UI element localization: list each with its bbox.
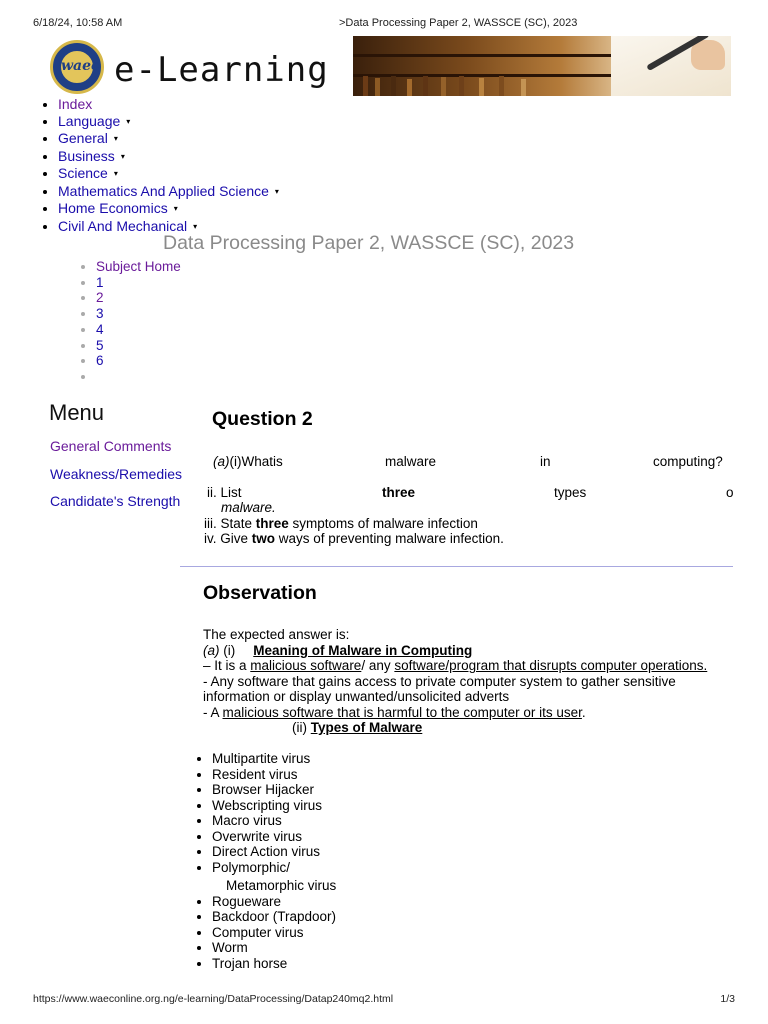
- question-word: o: [726, 485, 734, 500]
- waec-logo[interactable]: [50, 40, 104, 94]
- section-divider: [180, 566, 733, 567]
- question-text: symptoms of malware infection: [288, 516, 478, 531]
- subnav-item-5[interactable]: [96, 338, 181, 354]
- subnav-link[interactable]: 1: [96, 274, 104, 290]
- observation-text: – It is a: [203, 658, 251, 673]
- observation-a-label: (a): [203, 643, 220, 658]
- question-ii: ii. List: [207, 485, 242, 500]
- question-text: (i)Whatis: [229, 454, 283, 469]
- nav-link[interactable]: Home Economics: [58, 200, 168, 216]
- question-word: malware: [385, 454, 437, 469]
- question-heading: Question 2: [212, 408, 313, 430]
- print-datetime: 6/18/24, 10:58 AM: [33, 17, 123, 29]
- menu-link-general-comments[interactable]: General Comments: [50, 438, 172, 454]
- observation-line-2: - Any software that gains access to private computer system to gather sensitive: [203, 674, 676, 689]
- nav-link[interactable]: Civil And Mechanical: [58, 217, 188, 234]
- subnav-item-4[interactable]: [96, 322, 181, 338]
- observation-text: .: [581, 705, 586, 720]
- observation-line-3: information or display unwanted/unsolicited adverts: [203, 689, 510, 704]
- subnav-item-subject-home[interactable]: [96, 259, 181, 275]
- caret-down-icon[interactable]: ▾: [173, 204, 178, 213]
- menu-link-candidates-strength[interactable]: Candidate's Strength: [50, 493, 181, 509]
- list-item: • Macro virus: [212, 813, 336, 829]
- subnav-link[interactable]: 2: [96, 290, 104, 306]
- observation-a-meaning: [203, 643, 472, 658]
- observation-line-1: [203, 658, 707, 673]
- list-item: • Multipartite virus: [212, 751, 336, 767]
- question-ii-bold: three: [382, 485, 416, 500]
- print-url: https://www.waeconline.org.ng/e-learning/DataProcessing/Datap240mq2.html: [33, 993, 394, 1005]
- subnav-link[interactable]: Subject Home: [96, 259, 181, 274]
- nav-item-language[interactable]: [58, 113, 279, 131]
- question-bold: two: [251, 531, 276, 546]
- question-ii-continued: malware.: [221, 500, 276, 515]
- nav-link[interactable]: Mathematics And Applied Science: [58, 182, 269, 199]
- observation-line-4: [203, 705, 586, 720]
- question-word: in: [540, 454, 551, 469]
- menu-link-weakness-remedies[interactable]: Weakness/Remedies: [50, 466, 183, 482]
- question-text: iii. State: [204, 516, 256, 531]
- nav-item-index[interactable]: [58, 96, 279, 113]
- list-item: • Resident virus: [212, 767, 336, 783]
- caret-down-icon[interactable]: ▾: [193, 221, 198, 231]
- observation-underlined: malicious software that is harmful to the computer or its user: [222, 705, 582, 720]
- list-item: Metamorphic virus: [226, 878, 337, 893]
- caret-down-icon[interactable]: ▾: [274, 186, 279, 196]
- list-item: • Trojan horse: [212, 956, 336, 972]
- brand-title: e-Learning: [114, 50, 329, 90]
- question-word: types: [554, 485, 587, 500]
- list-item: • Webscripting virus: [212, 798, 336, 814]
- print-page-count: 1/3: [720, 993, 735, 1005]
- list-item: • Computer virus: [212, 925, 336, 941]
- observation-text: - A: [203, 705, 223, 720]
- question-text: ways of preventing malware infection.: [275, 531, 504, 546]
- nav-item-mathematics[interactable]: [58, 183, 279, 201]
- nav-link[interactable]: General: [58, 130, 108, 146]
- subnav-link[interactable]: 6: [96, 353, 104, 369]
- question-text: iv. Give: [204, 531, 252, 546]
- list-item: • Direct Action virus: [212, 844, 336, 860]
- observation-types-heading: [292, 720, 422, 735]
- subnav-item-empty: [96, 369, 181, 385]
- print-header: [33, 17, 735, 31]
- caret-down-icon[interactable]: ▾: [120, 151, 125, 161]
- print-doc-title: >Data Processing Paper 2, WASSCE (SC), 2023: [339, 17, 578, 29]
- question-a-label: (a): [213, 454, 230, 469]
- list-item: • Worm: [212, 940, 336, 956]
- subnav-item-6[interactable]: [96, 353, 181, 369]
- observation-text: (i): [219, 643, 236, 658]
- question-iii: [204, 516, 478, 531]
- meaning-heading: Meaning of Malware in Computing: [253, 643, 473, 658]
- nav-link[interactable]: Index: [58, 96, 93, 112]
- subnav-link[interactable]: 4: [96, 321, 104, 337]
- question-bold: three: [255, 516, 289, 531]
- subnav-item-2[interactable]: [96, 290, 181, 306]
- logo-text: waec: [61, 58, 100, 74]
- question-a-i: [213, 454, 283, 469]
- observation-underlined: software/program that disrupts computer operations.: [394, 658, 708, 673]
- question-iv: [204, 531, 504, 546]
- malware-types-list: [194, 751, 336, 971]
- observation-underlined: malicious software: [250, 658, 362, 673]
- list-item: • Overwrite virus: [212, 829, 336, 845]
- subnav-link[interactable]: 5: [96, 337, 104, 353]
- nav-item-home-economics[interactable]: [58, 200, 279, 218]
- subnav-item-1[interactable]: [96, 275, 181, 291]
- list-item: • Rogueware: [212, 894, 336, 910]
- observation-heading: Observation: [203, 582, 317, 604]
- menu-heading: Menu: [49, 400, 105, 425]
- caret-down-icon[interactable]: ▾: [113, 169, 118, 178]
- types-heading: Types of Malware: [310, 720, 423, 735]
- subject-nav: [78, 259, 181, 385]
- list-item: • Backdoor (Trapdoor): [212, 909, 336, 925]
- logo-emblem-icon: [59, 49, 100, 85]
- list-item: • Polymorphic/: [212, 860, 336, 876]
- observation-text: (ii): [292, 720, 311, 735]
- list-item: • Browser Hijacker: [212, 782, 336, 798]
- page-title: Data Processing Paper 2, WASSCE (SC), 2023: [163, 232, 575, 254]
- nav-link[interactable]: Science: [58, 165, 108, 181]
- nav-link[interactable]: Business: [58, 147, 115, 164]
- print-footer: [33, 993, 735, 1007]
- nav-link[interactable]: Language: [58, 112, 121, 129]
- subnav-item-3[interactable]: [96, 306, 181, 322]
- nav-item-science[interactable]: [58, 165, 279, 183]
- caret-down-icon[interactable]: ▾: [113, 134, 118, 143]
- nav-item-general[interactable]: [58, 130, 279, 148]
- nav-item-business[interactable]: [58, 148, 279, 166]
- observation-text: / any: [361, 658, 395, 673]
- observation-expected: The expected answer is:: [203, 627, 350, 642]
- caret-down-icon[interactable]: ▾: [126, 116, 131, 126]
- library-banner-image: [353, 36, 731, 96]
- subnav-link[interactable]: 3: [96, 306, 104, 322]
- question-word: computing?: [653, 454, 723, 469]
- main-nav: [40, 96, 279, 235]
